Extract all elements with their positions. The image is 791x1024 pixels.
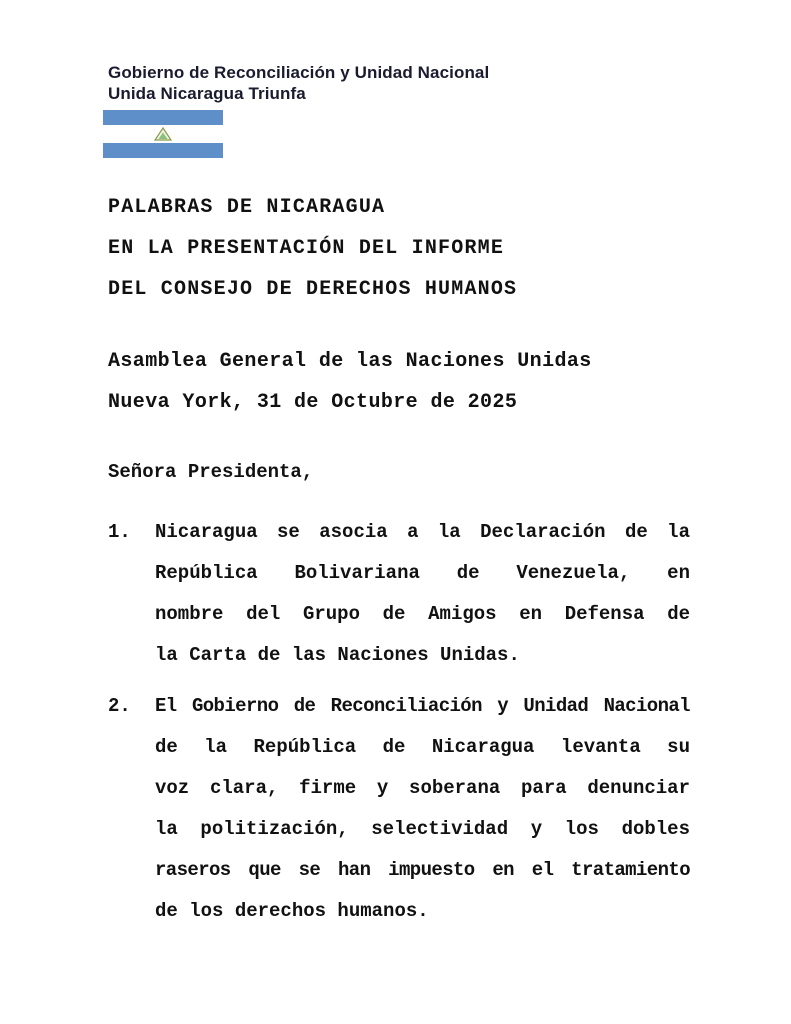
title-line: EN LA PRESENTACIÓN DEL INFORME bbox=[108, 237, 505, 260]
org-name-line1: Gobierno de Reconciliación y Unidad Nacional bbox=[108, 63, 490, 82]
paragraph-line: nombre del Grupo de Amigos en Defensa de bbox=[155, 603, 690, 625]
paragraph-line: raseros que se han impuesto en el tratamiento bbox=[155, 859, 690, 881]
paragraph-text bbox=[155, 686, 690, 932]
org-name-line2: Unida Nicaragua Triunfa bbox=[108, 84, 306, 103]
paragraph-line: El Gobierno de Reconciliación y Unidad Nacional bbox=[155, 695, 690, 717]
paragraph-line: de la República de Nicaragua levanta su bbox=[155, 736, 690, 758]
event-date-line: Nueva York, 31 de Octubre de 2025 bbox=[108, 391, 518, 414]
paragraph-text bbox=[155, 512, 690, 676]
paragraph-line: la politización, selectividad y los dobles bbox=[155, 818, 690, 840]
paragraph-line: voz clara, firme y soberana para denunciar bbox=[155, 777, 690, 799]
document-title bbox=[108, 187, 690, 310]
paragraph-line: de los derechos humanos. bbox=[155, 900, 429, 922]
paragraph-line: Nicaragua se asocia a la Declaración de la bbox=[155, 521, 690, 543]
paragraph-number: 1. bbox=[108, 521, 131, 543]
title-line: PALABRAS DE NICARAGUA bbox=[108, 196, 386, 219]
salutation: Señora Presidenta, bbox=[108, 461, 314, 483]
letterhead bbox=[108, 62, 690, 158]
nicaragua-flag-icon bbox=[103, 110, 223, 158]
paragraph-line: la Carta de las Naciones Unidas. bbox=[155, 644, 520, 666]
paragraph-1 bbox=[108, 512, 690, 676]
event-info bbox=[108, 341, 690, 423]
paragraph-2 bbox=[108, 686, 690, 932]
title-line: DEL CONSEJO DE DERECHOS HUMANOS bbox=[108, 278, 518, 301]
event-venue-line: Asamblea General de las Naciones Unidas bbox=[108, 350, 592, 373]
paragraph-line: República Bolivariana de Venezuela, en bbox=[155, 562, 690, 584]
paragraph-number: 2. bbox=[108, 695, 131, 717]
